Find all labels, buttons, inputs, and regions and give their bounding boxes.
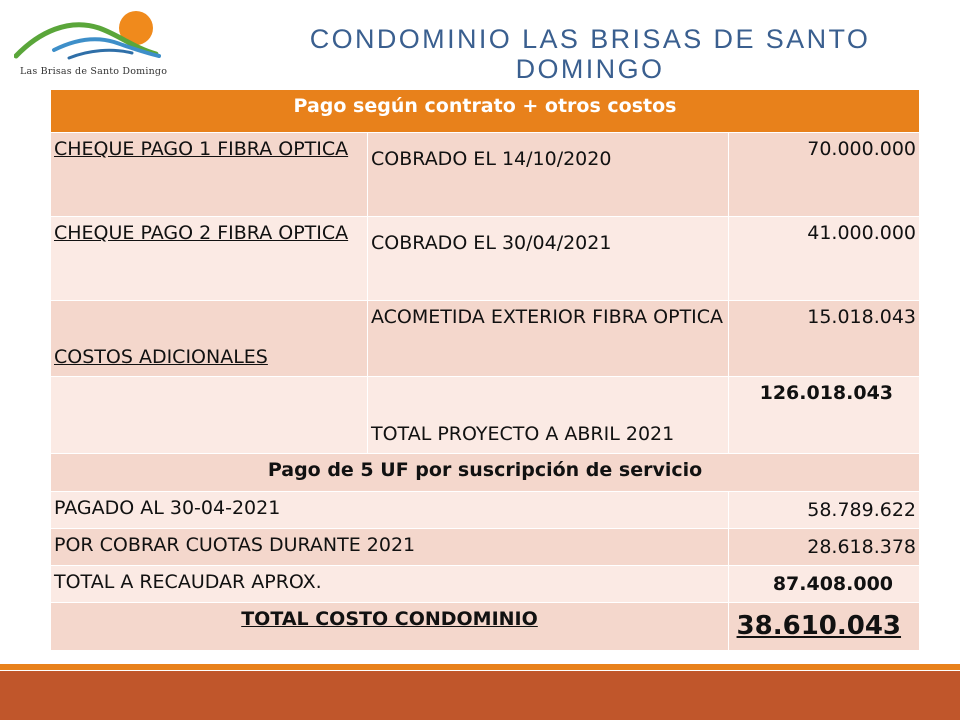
row-amount: 41.000.000 (729, 217, 920, 301)
cost-table (50, 89, 920, 651)
row-description: COBRADO EL 30/04/2021 (368, 217, 729, 301)
table-row (51, 133, 920, 217)
row-label: PAGADO AL 30-04-2021 (51, 492, 729, 529)
row-description: COBRADO EL 14/10/2020 (368, 133, 729, 217)
table-header-row (51, 90, 920, 133)
row-label: POR COBRAR CUOTAS DURANTE 2021 (51, 529, 729, 566)
row-label: TOTAL A RECAUDAR APROX. (51, 566, 729, 603)
logo-caption: Las Brisas de Santo Domingo (20, 66, 168, 77)
total-label: TOTAL COSTO CONDOMINIO (51, 603, 729, 651)
row-amount: 87.408.000 (729, 566, 920, 603)
table-row (51, 566, 920, 603)
row-label (51, 377, 368, 454)
logo-mark-icon (14, 4, 164, 66)
page-title: CONDOMINIO LAS BRISAS DE SANTO DOMINGO (309, 24, 871, 84)
row-amount: 15.018.043 (729, 301, 920, 377)
table-row (51, 301, 920, 377)
row-label: CHEQUE PAGO 2 FIBRA OPTICA (51, 217, 368, 301)
footer-accent-line (0, 664, 960, 670)
total-row (51, 603, 920, 651)
table-subheader-row (51, 454, 920, 492)
row-description: ACOMETIDA EXTERIOR FIBRA OPTICA (368, 301, 729, 377)
total-amount: 38.610.043 (729, 603, 920, 651)
row-amount: 70.000.000 (729, 133, 920, 217)
footer-bar (0, 671, 960, 720)
table-header: Pago según contrato + otros costos (51, 90, 920, 133)
table-subheader: Pago de 5 UF por suscripción de servicio (51, 454, 920, 492)
row-amount: 58.789.622 (729, 492, 920, 529)
logo (14, 4, 168, 80)
row-label: COSTOS ADICIONALES (51, 301, 368, 377)
table-row (51, 377, 920, 454)
row-description: TOTAL PROYECTO A ABRIL 2021 (368, 377, 729, 454)
row-label: CHEQUE PAGO 1 FIBRA OPTICA (51, 133, 368, 217)
table-row (51, 217, 920, 301)
table-row (51, 529, 920, 566)
row-amount: 126.018.043 (729, 377, 920, 454)
table-row (51, 492, 920, 529)
row-amount: 28.618.378 (729, 529, 920, 566)
